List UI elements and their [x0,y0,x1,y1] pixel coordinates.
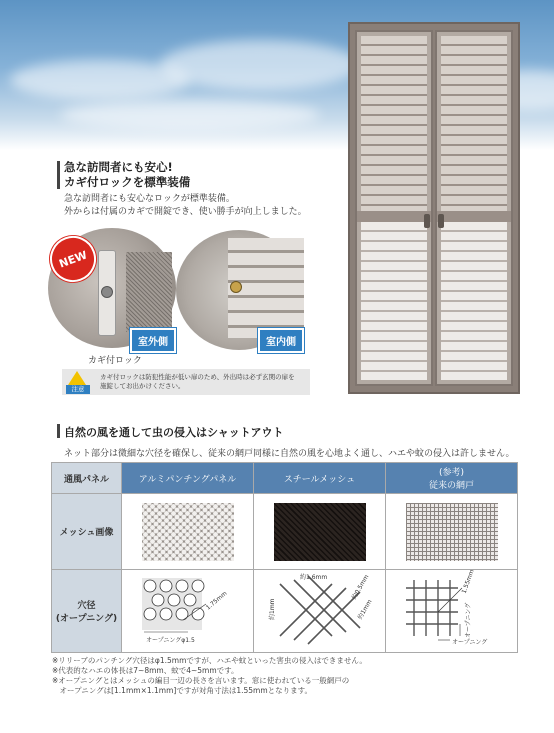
steel-top-label: 約1.6mm [299,574,327,581]
notice-text: カギ付ロックは防犯性能が低い扉のため、外出時は必ず玄関の扉を 施錠してお出かけください。 [100,373,295,390]
new-badge: NEW [44,230,103,289]
header-aluminum-panel: アルミパンチングパネル [122,463,254,494]
section1-title: 急な訪問者にも安心! カギ付ロックを標準装備 [64,160,191,189]
steel-left-label: 約1mm [268,598,276,620]
steel-mesh-image [254,494,386,570]
row-label-hole-diameter: 穴径 (オープニング) [52,570,122,653]
key-icon [230,281,242,293]
section1-body: 急な訪問者にも安心なロックが標準装備。 外からは付属のカギで開錠でき、使い勝手が向上しました。 [64,194,307,217]
steel-right-label-2: 約1mm [356,598,373,621]
conventional-opening-label-h: オープニング [451,639,487,646]
section2-body: ネット部分は微細な穴径を確保し、従来の網戸同様に自然の風を心地よく通し、ハエや蚊の侵入は許しません。 [64,449,515,459]
aluminum-diagram [122,570,254,653]
header-steel-mesh: スチールメッシュ [254,463,386,494]
aluminum-mesh-image [122,494,254,570]
conventional-mesh-image [386,494,518,570]
mesh-comparison-table [51,462,518,653]
aluminum-opening-label: オープニングφ1.5 [145,637,195,644]
aluminum-pitch-label: 1.75mm [204,590,228,612]
header-conventional-screen: (参考) 従来の網戸 [386,463,518,494]
conventional-opening-label-v: オープニング [464,602,472,638]
label-outside: 室外側 [130,328,176,353]
row-label-mesh-image: メッシュ画像 [52,494,122,570]
keyhole-icon [101,286,113,298]
mesh-strip [126,252,172,332]
label-inside: 室内側 [258,328,304,353]
photo-caption: カギ付ロック [88,356,142,366]
conventional-diagram [386,570,518,653]
steel-diagram [254,570,386,653]
screen-door-photo [348,22,520,394]
conventional-diagonal-label: 1.55mm [460,570,476,595]
section2-title: 自然の風を通して虫の侵入はシャットアウト [64,426,284,439]
door-left-panel [355,30,433,386]
door-right-panel [435,30,513,386]
caution-notice [62,369,310,395]
warning-icon: 注意 [66,371,88,393]
steel-right-label-1: 約0.5mm [350,573,370,601]
footnotes: ※リリーブのパンチング穴径はφ1.5mmですが、ハエや蚊といった害虫の侵入はできません。 ※代表的なハエの体長は7~8mm、蚊で4~5mmです。 ※オープニングとはメッシュの編目一辺の長さを言います。窓に使われている一般網戸の オープニングは[1.1mm×1.1mm]ですが対角寸法は1.55mmとなります。 [52,656,367,695]
heading-accent-bar [57,161,60,189]
table-corner: 通風パネル [52,463,122,494]
heading-accent-bar-2 [57,424,60,438]
